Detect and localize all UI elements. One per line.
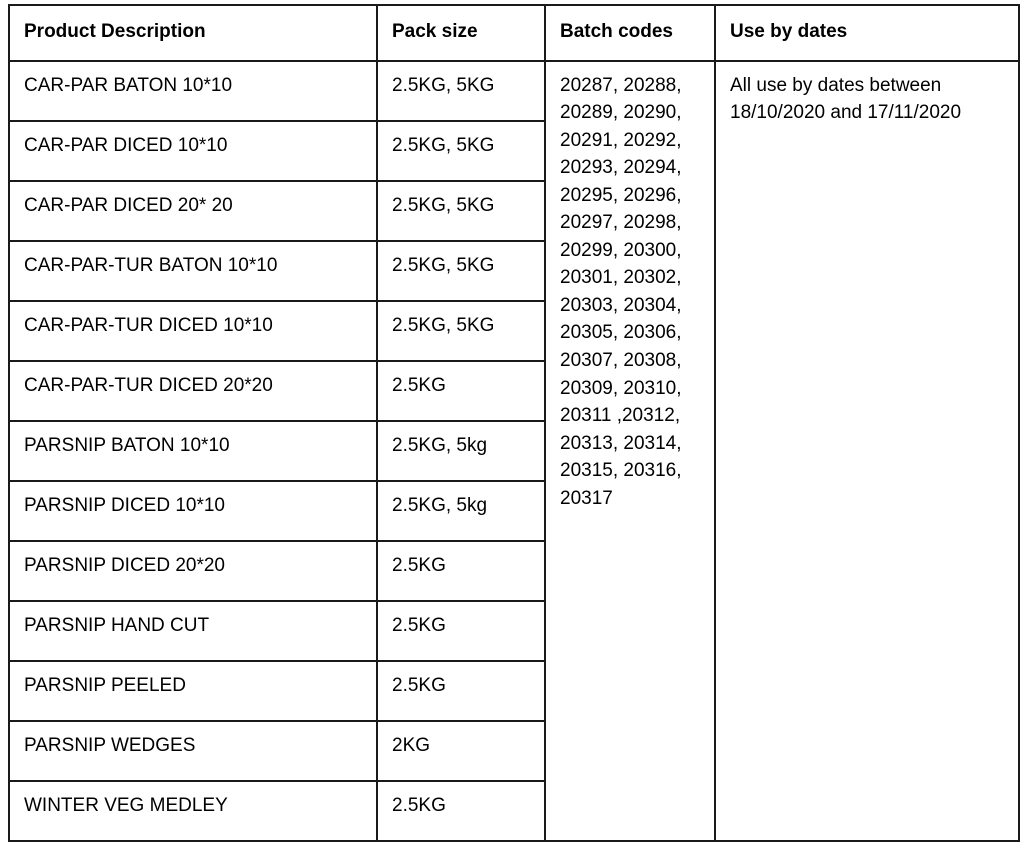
cell-pack-size: 2KG xyxy=(377,721,545,781)
batch-code-line: 20305, 20306, xyxy=(560,322,682,344)
cell-product-description: CAR-PAR-TUR BATON 10*10 xyxy=(9,241,377,301)
cell-pack-size: 2.5KG, 5KG xyxy=(377,301,545,361)
batch-code-line: 20287, 20288, xyxy=(560,74,682,96)
cell-pack-size: 2.5KG, 5KG xyxy=(377,241,545,301)
table-body xyxy=(9,61,1019,841)
table-row xyxy=(9,61,1019,121)
batch-code-line: 20307, 20308, xyxy=(560,350,682,372)
cell-product-description: CAR-PAR-TUR DICED 20*20 xyxy=(9,361,377,421)
cell-pack-size: 2.5KG, 5KG xyxy=(377,121,545,181)
cell-product-description: PARSNIP DICED 20*20 xyxy=(9,541,377,601)
use-by-dates-line: 18/10/2020 and 17/11/2020 xyxy=(730,102,962,124)
batch-code-line: 20303, 20304, xyxy=(560,294,682,316)
cell-product-description: PARSNIP BATON 10*10 xyxy=(9,421,377,481)
use-by-dates-line: All use by dates between xyxy=(730,74,942,96)
batch-code-line: 20291, 20292, xyxy=(560,129,682,151)
column-header-use-by-dates: Use by dates xyxy=(715,5,1019,61)
cell-pack-size: 2.5KG xyxy=(377,361,545,421)
batch-code-line: 20297, 20298, xyxy=(560,212,682,234)
cell-product-description: WINTER VEG MEDLEY xyxy=(9,781,377,841)
cell-product-description: CAR-PAR BATON 10*10 xyxy=(9,61,377,121)
cell-product-description: PARSNIP PEELED xyxy=(9,661,377,721)
batch-code-line: 20317 xyxy=(560,487,613,509)
batch-code-line: 20309, 20310, xyxy=(560,377,682,399)
cell-pack-size: 2.5KG, 5KG xyxy=(377,181,545,241)
cell-product-description: CAR-PAR DICED 20* 20 xyxy=(9,181,377,241)
table-header xyxy=(9,5,1019,61)
batch-code-line: 20315, 20316, xyxy=(560,460,682,482)
batch-code-line: 20289, 20290, xyxy=(560,102,682,124)
column-header-product-description: Product Description xyxy=(9,5,377,61)
cell-product-description: CAR-PAR-TUR DICED 10*10 xyxy=(9,301,377,361)
batch-code-line: 20311 ,20312, xyxy=(560,405,681,427)
cell-pack-size: 2.5KG, 5kg xyxy=(377,421,545,481)
column-header-pack-size: Pack size xyxy=(377,5,545,61)
cell-pack-size: 2.5KG, 5KG xyxy=(377,61,545,121)
batch-code-line: 20295, 20296, xyxy=(560,184,682,206)
table-header-row xyxy=(9,5,1019,61)
batch-code-line: 20301, 20302, xyxy=(560,267,682,289)
cell-product-description: PARSNIP WEDGES xyxy=(9,721,377,781)
batch-code-line: 20313, 20314, xyxy=(560,432,682,454)
cell-product-description: PARSNIP DICED 10*10 xyxy=(9,481,377,541)
cell-pack-size: 2.5KG xyxy=(377,541,545,601)
cell-pack-size: 2.5KG xyxy=(377,781,545,841)
batch-code-line: 20299, 20300, xyxy=(560,239,682,261)
document-page xyxy=(0,4,1024,816)
cell-use-by-dates xyxy=(715,61,1019,841)
cell-pack-size: 2.5KG xyxy=(377,661,545,721)
batch-code-line: 20293, 20294, xyxy=(560,157,682,179)
cell-pack-size: 2.5KG xyxy=(377,601,545,661)
column-header-batch-codes: Batch codes xyxy=(545,5,715,61)
cell-pack-size: 2.5KG, 5kg xyxy=(377,481,545,541)
cell-batch-codes xyxy=(545,61,715,841)
cell-product-description: CAR-PAR DICED 10*10 xyxy=(9,121,377,181)
product-recall-table xyxy=(8,4,1020,842)
cell-product-description: PARSNIP HAND CUT xyxy=(9,601,377,661)
